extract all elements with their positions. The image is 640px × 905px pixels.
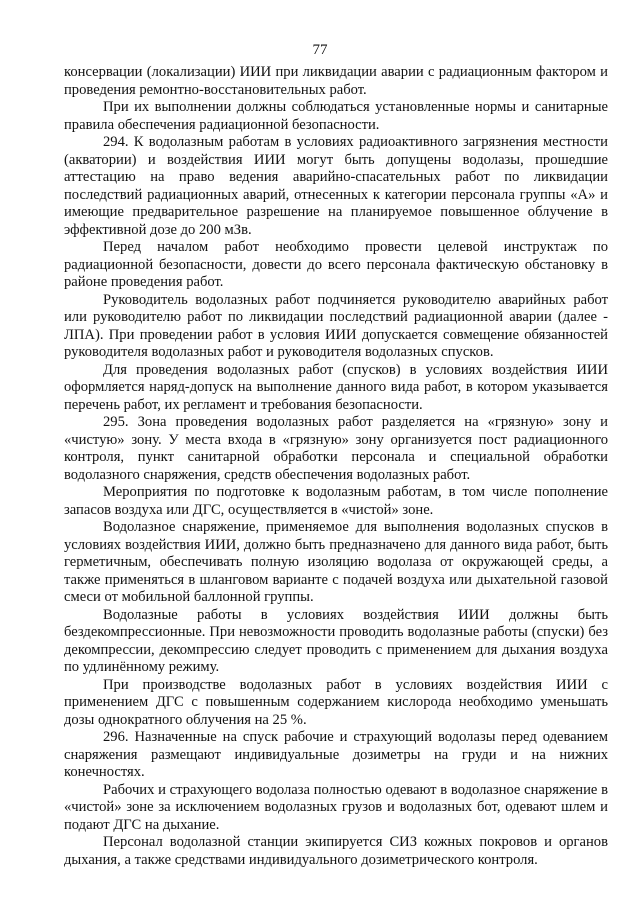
document-body [64,64,608,869]
paragraph-296: 296. Назначенные на спуск рабочие и страхующий водолазы перед одеванием снаряжения размещают индивидуальные дозиметры на груди и на нижних конечностях. [64,729,608,780]
paragraph: Мероприятия по подготовке к водолазным работам, в том числе пополнение запасов воздуха или ДГС, осуществляется в «чистой» зоне. [64,484,608,518]
paragraph: Персонал водолазной станции экипируется СИЗ кожных покровов и органов дыхания, а также средствами индивидуального дозиметрического контроля. [64,834,608,868]
paragraph: Перед началом работ необходимо провести целевой инструктаж по радиационной безопасности, довести до всего персонала фактическую обстановку в районе проведения работ. [64,239,608,290]
paragraph: При производстве водолазных работ в условиях воздействия ИИИ с применением ДГС с повышенным содержанием кислорода необходимо уменьшать дозы однократного облучения на 25 %. [64,676,608,728]
paragraph: Водолазное снаряжение, применяемое для выполнения водолазных спусков в условиях воздействия ИИИ, должно быть предназначено для данного вида работ, быть герметичным, обеспечивать полную изоляцию водолаза от окружающей среды, а также применяться в шланговом варианте с подачей воздуха или дыхательной газовой смеси от мобильной баллонной группы. [64,519,608,605]
paragraph-295: 295. Зона проведения водолазных работ разделяется на «грязную» зону и «чистую» зону. У места входа в «грязную» зону организуется пост радиационного контроля, пункт санитарной обработки персонала и специальной обработки водолазного снаряжения, средств обеспечения водолазных работ. [64,414,608,483]
paragraph: При их выполнении должны соблюдаться установленные нормы и санитарные правила обеспечения радиационной безопасности. [64,99,608,133]
page-number: 77 [312,42,328,58]
paragraph-294: 294. К водолазным работам в условиях радиоактивного загрязнения местности (акватории) и воздействия ИИИ могут быть допущены водолазы, прошедшие аттестацию на право ведения аварийно-спасательных работ по ликвидации последствий радиационных аварий, отнесенных к категории персонала группы «А» и имеющие предварительное разрешение на планируемое повышенное облучение в эффективной дозе до 200 мЗв. [64,134,608,238]
paragraph: Рабочих и страхующего водолаза полностью одевают в водолазное снаряжение в «чистой» зоне за исключением водолазных грузов и водолазных бот, одевают шлем и подают ДГС на дыхание. [64,781,608,833]
paragraph: Руководитель водолазных работ подчиняется руководителю аварийных работ или руководителю работ по ликвидации последствий радиационной аварии (далее - ЛПА). При проведении работ в условия ИИИ допускается совмещение обязанностей руководителя водолазных работ и руководителя водолазных спусков. [64,291,608,360]
paragraph: Водолазные работы в условиях воздействия ИИИ должны быть бездекомпрессионные. При невозможности проводить водолазные работы (спуски) без декомпрессии, декомпрессию следует проводить с применением для дыхания воздуха по удлинённому режиму. [64,606,608,675]
paragraph-continuation: консервации (локализации) ИИИ при ликвидации аварии с радиационным фактором и проведения ремонтно-восстановительных работ. [64,64,608,98]
paragraph: Для проведения водолазных работ (спусков) в условиях воздействия ИИИ оформляется наряд-допуск на выполнение данного вида работ, в котором указывается перечень работ, их регламент и требования безопасности. [64,361,608,413]
